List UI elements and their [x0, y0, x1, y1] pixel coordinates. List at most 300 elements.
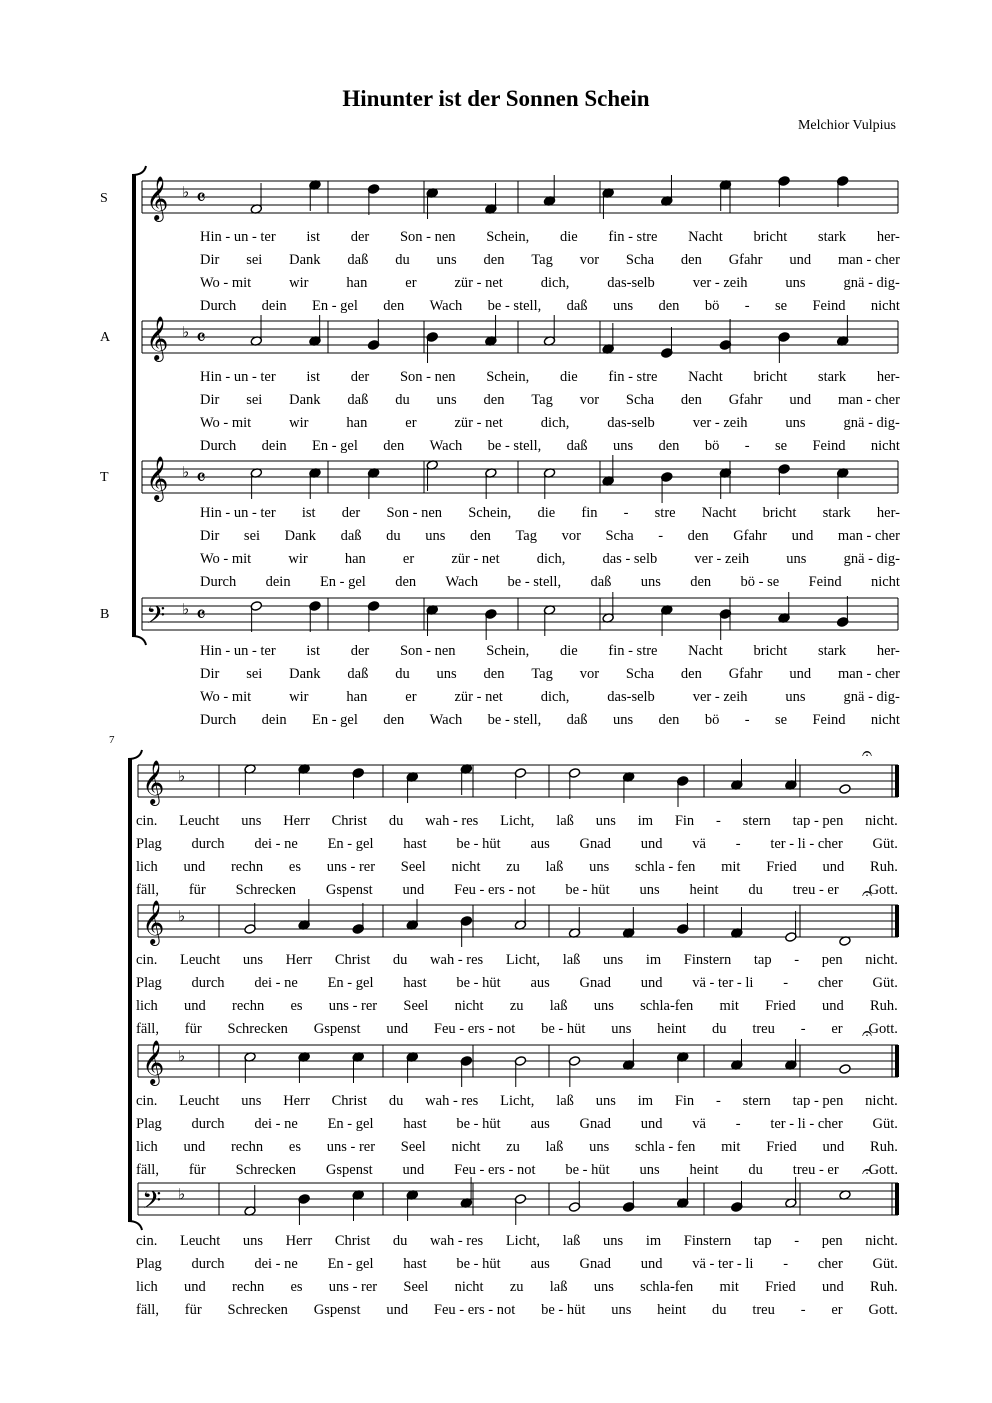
lyric-syllable: und [402, 882, 425, 898]
lyric-syllable: fin - stre [608, 643, 658, 659]
lyric-syllable: Wach [429, 438, 463, 454]
lyric-syllable: zu [506, 1139, 520, 1155]
lyric-syllable: Nacht [688, 643, 723, 659]
lyric-line [200, 574, 900, 591]
lyric-syllable: En - gel [312, 298, 358, 314]
lyric-syllable: Feu - ers - not [454, 1162, 536, 1178]
common-time-signature: 𝄴 [196, 326, 206, 351]
voice-label-tenor: T [100, 470, 109, 485]
treble-clef: 𝄞 [146, 176, 169, 220]
lyric-syllable: Plag [136, 1116, 162, 1132]
lyric-syllable: ter - li - cher [770, 1116, 843, 1132]
lyric-syllable: uns - rer [328, 1279, 378, 1295]
lyric-syllable: stark [822, 505, 851, 521]
lyric-syllable: - [715, 813, 721, 829]
lyric-syllable: bö - se [740, 574, 780, 590]
lyric-syllable: den [680, 252, 702, 268]
lyric-syllable: heint [657, 1021, 687, 1037]
lyric-line [200, 712, 900, 729]
lyric-syllable: han [346, 275, 368, 291]
lyric-syllable: sei [243, 528, 261, 544]
lyric-syllable: du [392, 952, 408, 968]
lyric-syllable: lich [136, 859, 158, 875]
key-flat: ♭ [182, 600, 190, 618]
lyric-syllable: wir [288, 551, 308, 567]
lyric-syllable: pen [821, 1233, 843, 1249]
lyric-syllable: den [383, 438, 405, 454]
lyric-syllable: Son - nen [399, 229, 456, 245]
lyric-syllable: man - cher [837, 528, 900, 544]
fermata: 𝄐 [862, 883, 873, 904]
lyric-syllable: Tag [515, 528, 537, 544]
lyric-syllable: wir [289, 689, 309, 705]
lyric-syllable: Ruh. [870, 859, 898, 875]
lyric-syllable: hast [403, 836, 427, 852]
lyric-syllable: Feind [812, 438, 846, 454]
lyric-syllable: Feind [808, 574, 842, 590]
lyric-syllable: uns - rer [326, 1139, 376, 1155]
lyric-syllable: und [822, 859, 845, 875]
lyric-syllable: Gnad [579, 1116, 611, 1132]
lyric-syllable: Güt. [872, 1116, 898, 1132]
lyric-syllable: Schein, [468, 505, 512, 521]
lyric-syllable: er [405, 415, 417, 431]
lyric-syllable: cin. [136, 952, 158, 968]
lyric-syllable: vä - ter - li [692, 1256, 754, 1272]
lyric-line [136, 952, 898, 969]
lyric-syllable: Güt. [872, 836, 898, 852]
lyric-syllable: rechn [230, 1139, 264, 1155]
lyric-syllable: be - hüt [565, 1162, 610, 1178]
lyric-syllable: be - stell, [507, 574, 562, 590]
lyric-syllable: fin - stre [608, 229, 658, 245]
lyric-syllable: das - selb [602, 551, 658, 567]
lyric-syllable: Leucht [179, 952, 221, 968]
voice-label-alto: A [100, 330, 111, 345]
lyric-syllable: das-selb [607, 415, 655, 431]
lyric-syllable: be - hüt [541, 1021, 586, 1037]
lyric-syllable: - [715, 1093, 721, 1109]
lyric-syllable: schla - fen [635, 1139, 696, 1155]
lyric-syllable: Feu - ers - not [433, 1302, 516, 1318]
lyric-syllable: Gott. [868, 882, 898, 898]
lyric-line [136, 836, 898, 853]
key-flat: ♭ [182, 183, 190, 201]
lyric-syllable: Fried [766, 859, 797, 875]
lyric-syllable: sei [246, 252, 263, 268]
lyric-syllable: daß [347, 392, 369, 408]
lyric-syllable: be - hüt [565, 882, 610, 898]
lyric-syllable: Dir [200, 666, 220, 682]
lyric-syllable: wir [289, 415, 309, 431]
lyric-syllable: vor [579, 252, 600, 268]
lyric-syllable: und [183, 1139, 206, 1155]
lyric-syllable: Schrecken [235, 882, 297, 898]
lyric-syllable: Finstern [683, 952, 732, 968]
lyric-syllable: lich [136, 998, 158, 1014]
lyric-syllable: - [794, 1233, 800, 1249]
lyric-syllable: man - cher [837, 666, 900, 682]
lyric-syllable: uns [242, 952, 264, 968]
lyric-syllable: Wo - mit [200, 689, 252, 705]
lyric-syllable: du [388, 1093, 404, 1109]
lyric-syllable: - [783, 975, 789, 991]
lyric-syllable: Fried [766, 1139, 797, 1155]
fermata: 𝄐 [862, 1023, 873, 1044]
lyric-line [136, 998, 898, 1015]
lyric-line [136, 1302, 898, 1319]
lyric-syllable: uns [436, 666, 457, 682]
lyric-syllable: han [346, 415, 368, 431]
lyric-line [136, 1139, 898, 1156]
treble-clef: 𝄞 [142, 900, 165, 944]
lyric-syllable: den [395, 574, 417, 590]
lyric-syllable: cin. [136, 813, 158, 829]
lyric-syllable: bö [704, 298, 720, 314]
lyric-syllable: dich, [536, 551, 566, 567]
lyric-syllable: hast [403, 1256, 427, 1272]
lyric-syllable: En - gel [312, 712, 358, 728]
lyric-syllable: her- [876, 643, 900, 659]
composer: Melchior Vulpius [797, 118, 896, 133]
lyric-syllable: mit [721, 859, 741, 875]
lyric-syllable: wah - res [430, 1233, 484, 1249]
lyric-syllable: uns [785, 415, 806, 431]
lyric-syllable: Christ [334, 952, 371, 968]
bass-clef: 𝄢 [146, 601, 166, 636]
lyric-syllable: nicht. [865, 813, 898, 829]
lyric-syllable: Tag [531, 252, 553, 268]
lyric-syllable: der [350, 369, 370, 385]
lyric-syllable: - [744, 298, 750, 314]
lyric-syllable: be - stell, [487, 438, 542, 454]
lyric-syllable: mit [721, 1139, 741, 1155]
lyric-syllable: und [402, 1162, 425, 1178]
lyric-syllable: er [831, 1021, 843, 1037]
lyric-line [200, 252, 900, 269]
lyric-syllable: uns [241, 813, 262, 829]
lyric-syllable: nicht [451, 859, 481, 875]
lyric-syllable: und [822, 998, 844, 1014]
lyric-syllable: her- [876, 229, 900, 245]
note [839, 1064, 851, 1075]
lyric-syllable: Hin - un - ter [200, 643, 276, 659]
lyric-syllable: Herr [283, 813, 310, 829]
treble-clef: 𝄞 [146, 456, 169, 500]
common-time-signature: 𝄴 [196, 603, 206, 628]
lyric-syllable: du [392, 1233, 408, 1249]
lyric-syllable: heint [689, 882, 719, 898]
lyric-syllable: es [290, 998, 303, 1014]
lyric-line [136, 859, 898, 876]
lyric-line [200, 528, 900, 545]
lyric-syllable: Dir [200, 392, 220, 408]
lyric-syllable: mit [719, 1279, 739, 1295]
lyric-syllable: - [794, 952, 800, 968]
lyric-syllable: uns [436, 392, 457, 408]
lyric-syllable: laß [562, 952, 581, 968]
lyric-syllable: Güt. [872, 1256, 898, 1272]
lyric-line [136, 1162, 898, 1179]
lyric-syllable: daß [347, 252, 369, 268]
lyric-syllable: Wach [445, 574, 479, 590]
lyric-syllable: rechn [230, 859, 264, 875]
lyric-syllable: uns [595, 1093, 616, 1109]
lyric-syllable: uns [612, 298, 634, 314]
lyric-syllable: und [386, 1302, 409, 1318]
key-flat: ♭ [178, 1185, 186, 1203]
lyric-syllable: im [645, 1233, 662, 1249]
lyric-syllable: tap - pen [792, 1093, 844, 1109]
lyric-syllable: uns [785, 689, 806, 705]
lyric-syllable: er [405, 275, 417, 291]
lyric-syllable: laß [545, 859, 564, 875]
lyric-syllable: heint [657, 1302, 687, 1318]
lyric-syllable: lich [136, 1279, 158, 1295]
lyric-syllable: man - cher [837, 392, 900, 408]
key-flat: ♭ [178, 1047, 186, 1065]
lyric-syllable: han [344, 551, 366, 567]
lyric-line [200, 551, 900, 568]
treble-clef: 𝄞 [142, 1040, 165, 1084]
lyric-syllable: treu [752, 1302, 775, 1318]
lyric-syllable: und [822, 1279, 844, 1295]
lyric-syllable: Scha [605, 528, 634, 544]
lyric-syllable: Gfahr [733, 528, 768, 544]
lyric-syllable: du [748, 1162, 763, 1178]
lyric-syllable: Dir [200, 252, 220, 268]
lyric-syllable: be - hüt [541, 1302, 586, 1318]
lyric-syllable: Schrecken [227, 1302, 288, 1318]
lyric-syllable: Gnad [579, 975, 611, 991]
lyric-syllable: heint [689, 1162, 719, 1178]
lyric-syllable: zür - net [451, 551, 500, 567]
lyric-syllable: und [184, 998, 206, 1014]
lyric-syllable: Son - nen [386, 505, 443, 521]
lyric-line [136, 1021, 898, 1038]
lyric-syllable: - [735, 1116, 741, 1132]
lyric-syllable: nicht [454, 998, 484, 1014]
lyric-syllable: dich, [540, 689, 570, 705]
lyric-syllable: und [640, 1256, 663, 1272]
lyric-syllable: daß [566, 438, 588, 454]
lyric-syllable: fäll, [136, 882, 159, 898]
lyric-syllable: zu [509, 1279, 524, 1295]
lyric-syllable: du [386, 528, 401, 544]
lyric-syllable: den [483, 666, 505, 682]
lyric-syllable: Plag [136, 975, 162, 991]
lyric-line [136, 882, 898, 899]
lyric-syllable: es [288, 859, 301, 875]
lyric-syllable: se [774, 438, 788, 454]
lyric-syllable: - [735, 836, 741, 852]
lyric-syllable: be - stell, [487, 298, 542, 314]
lyric-syllable: ist [301, 505, 316, 521]
lyric-syllable: cher [817, 975, 843, 991]
lyric-syllable: Ruh. [870, 1279, 898, 1295]
lyric-syllable: Son - nen [399, 643, 456, 659]
lyric-syllable: du [395, 252, 410, 268]
lyric-syllable: aus [530, 836, 550, 852]
lyric-syllable: Gspenst [313, 1302, 361, 1318]
lyric-line [136, 1279, 898, 1296]
lyric-syllable: Christ [334, 1233, 371, 1249]
lyric-syllable: Leucht [179, 813, 220, 829]
bracket-cap [128, 1221, 142, 1230]
lyric-syllable: - [800, 1302, 806, 1318]
lyric-syllable: fin - stre [608, 369, 658, 385]
lyric-syllable: fäll, [136, 1162, 159, 1178]
lyric-syllable: En - gel [319, 574, 366, 590]
measure-number: 7 [109, 734, 115, 746]
lyric-syllable: und [640, 1116, 663, 1132]
lyric-syllable: Gspenst [325, 1162, 373, 1178]
lyric-syllable: uns - rer [326, 859, 376, 875]
lyric-syllable: nicht. [865, 1233, 898, 1249]
lyric-syllable: Herr [285, 1233, 313, 1249]
lyric-syllable: uns [425, 528, 446, 544]
lyric-syllable: dei - ne [254, 836, 298, 852]
fermata: 𝄐 [862, 743, 873, 764]
key-flat: ♭ [178, 907, 186, 925]
lyric-syllable: durch [191, 975, 225, 991]
lyric-syllable: aus [530, 1116, 550, 1132]
lyric-syllable: wir [289, 275, 309, 291]
lyric-line [136, 1116, 898, 1133]
lyric-syllable: den [687, 528, 709, 544]
lyric-syllable: Fin [674, 1093, 695, 1109]
lyric-syllable: Tag [531, 666, 553, 682]
lyric-syllable: bö [704, 438, 720, 454]
lyric-syllable: für [184, 1302, 202, 1318]
lyric-syllable: nicht [870, 438, 900, 454]
lyric-syllable: - [744, 438, 750, 454]
lyric-syllable: laß [545, 1139, 564, 1155]
lyric-line [200, 229, 900, 246]
lyric-syllable: En - gel [327, 1256, 374, 1272]
lyric-line [200, 392, 900, 409]
lyric-syllable: den [483, 252, 505, 268]
lyric-syllable: und [640, 975, 663, 991]
lyric-syllable: Schein, [486, 229, 530, 245]
lyric-syllable: den [680, 666, 702, 682]
lyric-syllable: nicht [870, 574, 900, 590]
lyric-syllable: ter - li - cher [770, 836, 843, 852]
lyric-syllable: und [184, 1279, 206, 1295]
lyric-syllable: laß [556, 1093, 574, 1109]
lyric-syllable: dein [261, 298, 287, 314]
lyric-syllable: Wach [429, 298, 463, 314]
lyric-syllable: es [290, 1279, 303, 1295]
lyric-syllable: den [383, 298, 405, 314]
lyric-syllable: der [350, 643, 370, 659]
lyric-syllable: Fried [765, 998, 796, 1014]
lyric-syllable: En - gel [327, 975, 374, 991]
lyric-syllable: den [658, 438, 680, 454]
page-title: Hinunter ist der Sonnen Schein [342, 86, 650, 111]
lyric-syllable: das-selb [607, 689, 655, 705]
lyric-syllable: fin [581, 505, 598, 521]
lyric-syllable: daß [340, 528, 362, 544]
lyric-syllable: Son - nen [399, 369, 456, 385]
lyric-syllable: der [350, 229, 370, 245]
lyric-syllable: den [690, 574, 712, 590]
lyric-syllable: die [559, 369, 578, 385]
lyric-syllable: du [748, 882, 763, 898]
lyric-syllable: zür - net [454, 415, 503, 431]
lyric-syllable: - [783, 1256, 789, 1272]
lyric-syllable: Feu - ers - not [454, 882, 536, 898]
lyric-syllable: Dank [289, 666, 321, 682]
lyric-line [200, 643, 900, 660]
lyric-syllable: Hin - un - ter [200, 229, 276, 245]
lyric-syllable: Ruh. [870, 1139, 898, 1155]
lyric-syllable: Gott. [868, 1162, 898, 1178]
lyric-syllable: Licht, [500, 1093, 535, 1109]
lyric-line [200, 298, 900, 315]
lyric-syllable: - [658, 528, 664, 544]
lyric-syllable: nicht. [865, 952, 898, 968]
lyric-syllable: bricht [753, 229, 788, 245]
lyric-syllable: aus [530, 1256, 550, 1272]
lyric-syllable: laß [549, 1279, 568, 1295]
lyric-syllable: Scha [625, 252, 655, 268]
lyric-syllable: stre [654, 505, 676, 521]
lyric-syllable: Plag [136, 836, 162, 852]
lyric-syllable: die [537, 505, 556, 521]
lyric-syllable: zür - net [454, 275, 503, 291]
lyric-syllable: be - hüt [456, 1116, 501, 1132]
lyric-syllable: daß [590, 574, 612, 590]
lyric-syllable: be - hüt [456, 975, 501, 991]
lyric-syllable: wah - res [430, 952, 484, 968]
lyric-syllable: uns [612, 438, 634, 454]
lyric-syllable: Gott. [868, 1021, 898, 1037]
lyric-syllable: Dank [284, 528, 317, 544]
lyric-syllable: ver - zeih [694, 551, 750, 567]
lyric-syllable: rechn [232, 998, 265, 1014]
lyric-syllable: und [789, 666, 812, 682]
lyric-syllable: sei [246, 666, 263, 682]
treble-clef: 𝄞 [146, 316, 169, 360]
lyric-syllable: Seel [400, 859, 426, 875]
lyric-syllable: nicht [451, 1139, 481, 1155]
lyric-line [200, 369, 900, 386]
lyric-syllable: Schrecken [227, 1021, 288, 1037]
lyric-syllable: bricht [753, 369, 788, 385]
lyric-line [200, 689, 900, 706]
lyric-syllable: daß [347, 666, 369, 682]
bracket-cap [128, 750, 142, 759]
voice-label-soprano: S [100, 191, 108, 206]
lyric-syllable: pen [821, 952, 843, 968]
lyric-syllable: den [658, 712, 680, 728]
lyric-syllable: Licht, [500, 813, 535, 829]
lyric-syllable: ist [306, 229, 321, 245]
lyric-syllable: Durch [200, 438, 237, 454]
lyric-syllable: Seel [403, 1279, 429, 1295]
lyric-syllable: im [637, 1093, 653, 1109]
lyric-syllable: ist [306, 369, 321, 385]
lyric-syllable: Scha [625, 392, 655, 408]
lyric-syllable: Hin - un - ter [200, 505, 276, 521]
lyric-syllable: den [658, 298, 680, 314]
lyric-syllable: ver - zeih [692, 415, 748, 431]
lyric-syllable: er [831, 1302, 843, 1318]
lyric-syllable: Wo - mit [200, 551, 252, 567]
lyric-syllable: uns - rer [328, 998, 378, 1014]
lyric-syllable: dei - ne [254, 975, 298, 991]
